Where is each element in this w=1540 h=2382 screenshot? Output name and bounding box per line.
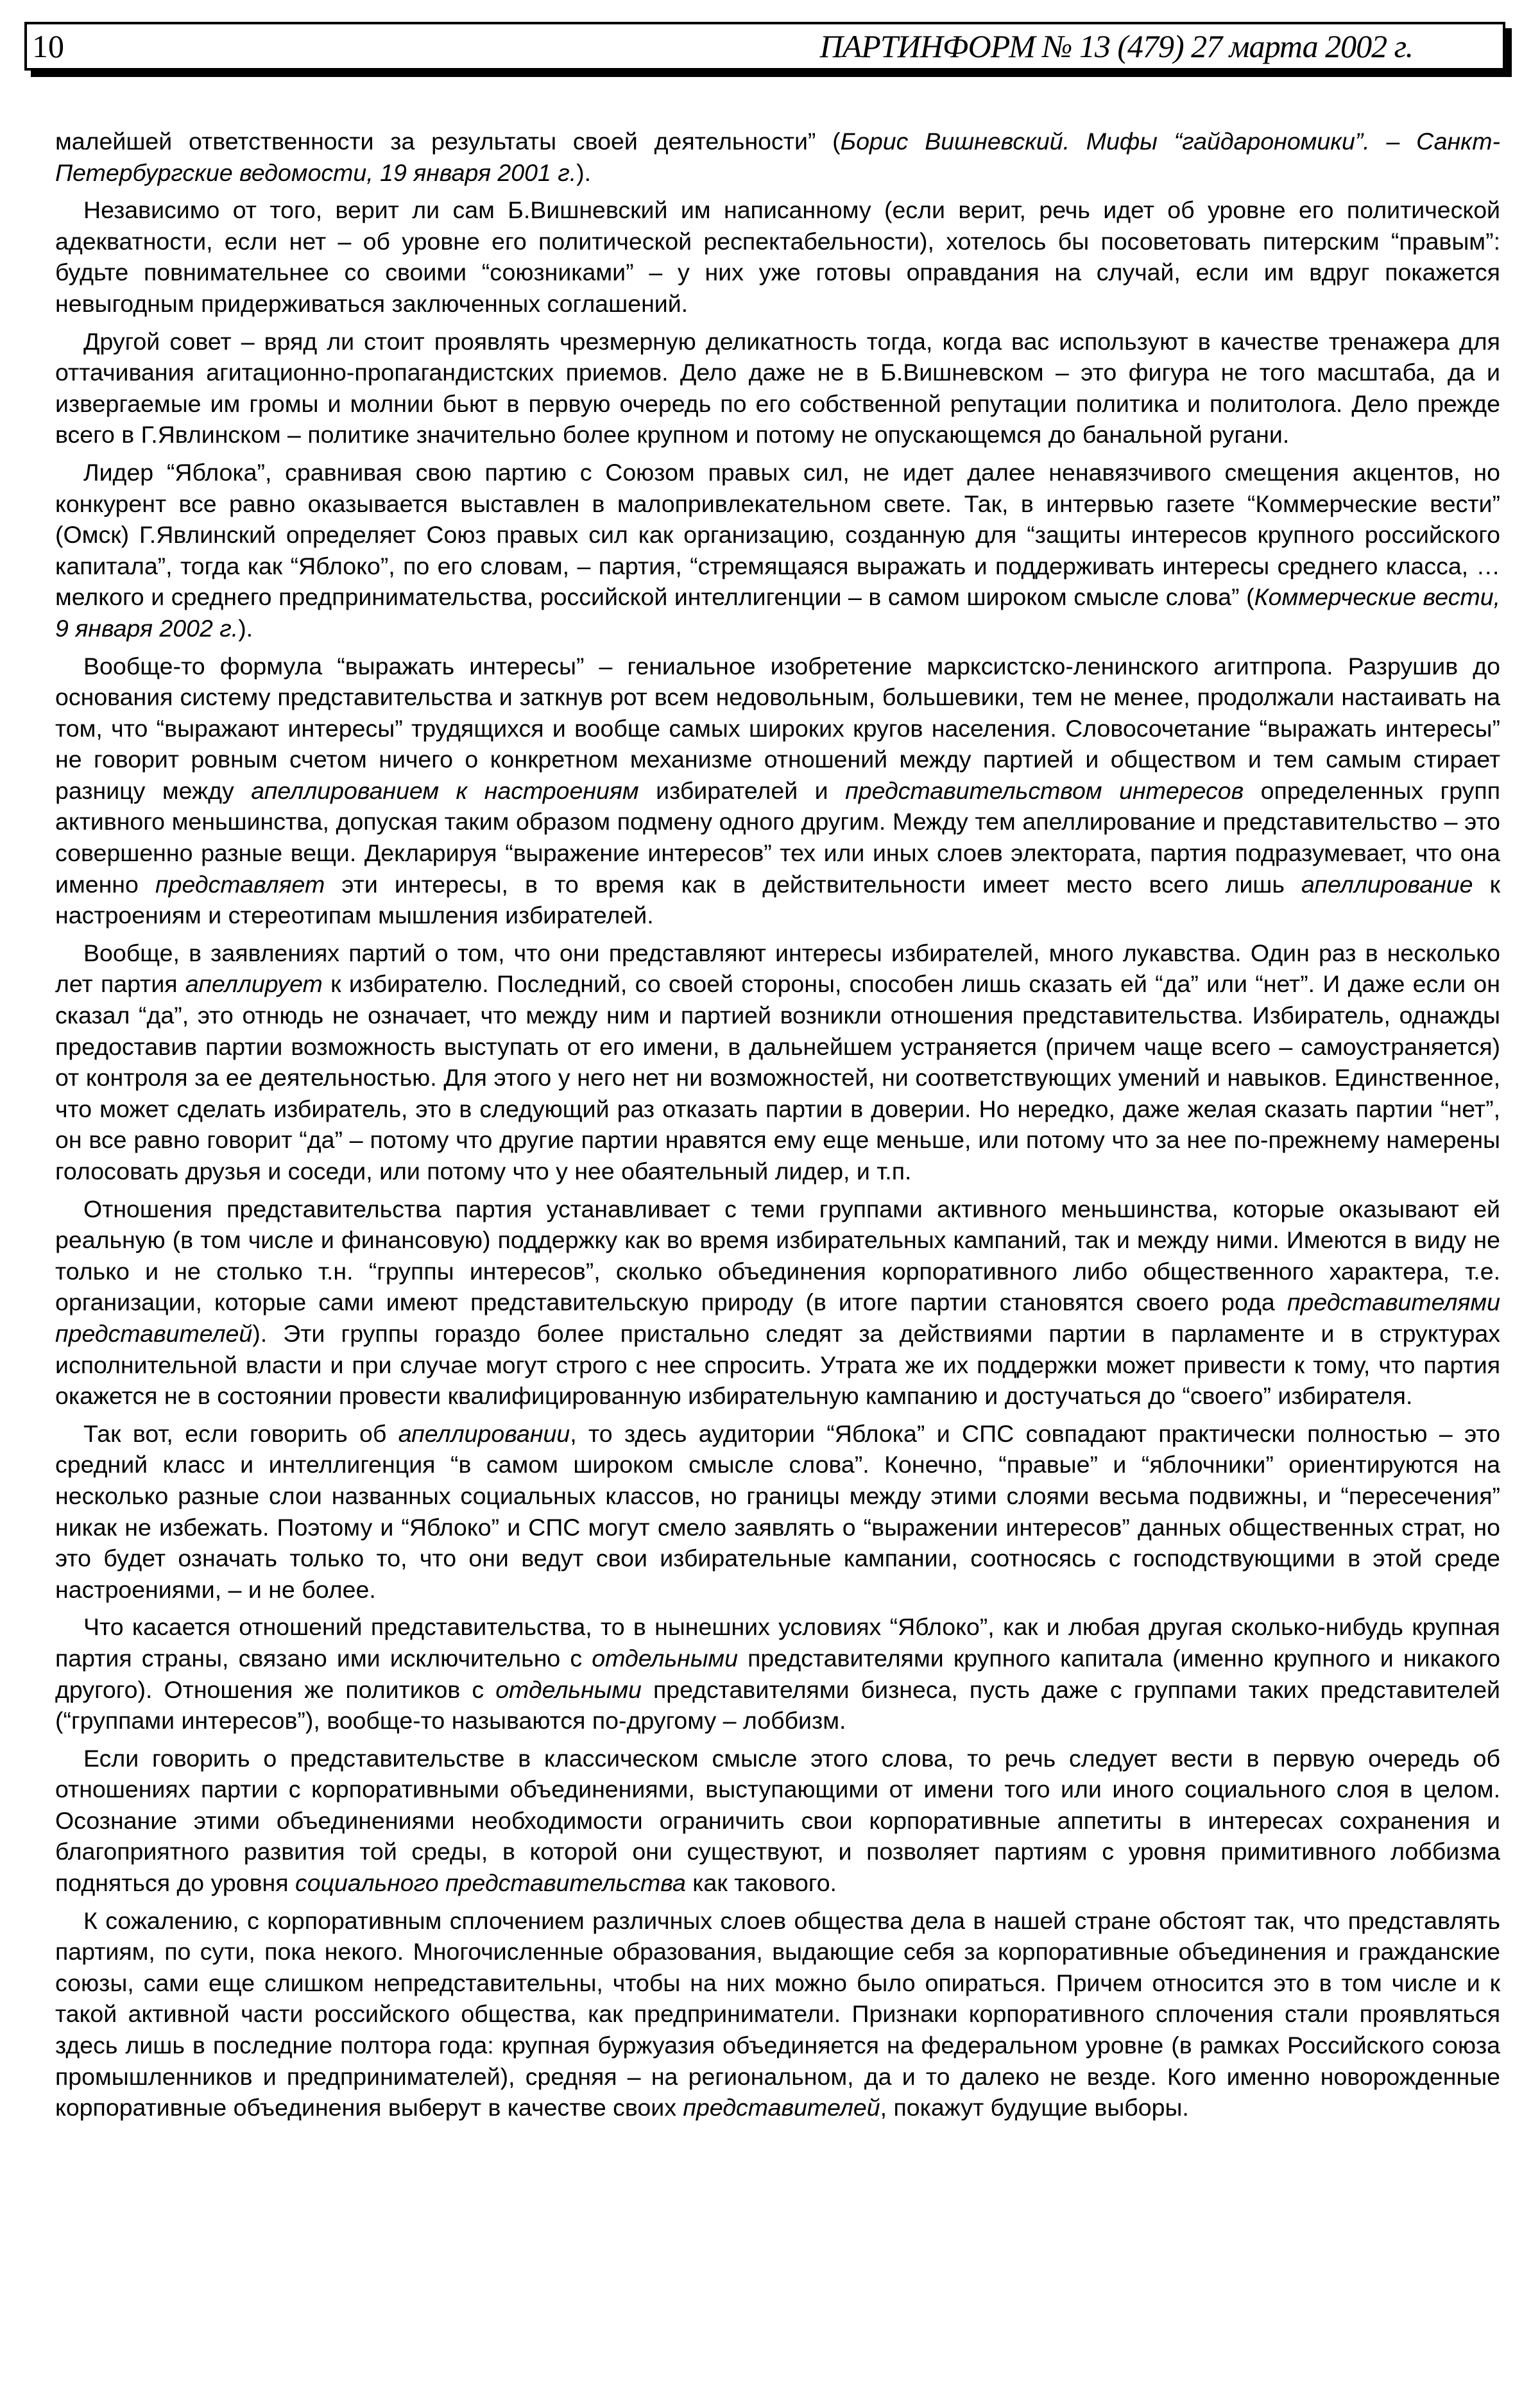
italic-text: социального представительства (295, 1869, 686, 1897)
paragraph-text: Что касается отношений представительства, то в нынешних условиях “Яблоко”, как и любая другая сколько-нибудь крупная партия страны, связано ими исключительно с (55, 1613, 1500, 1672)
italic-text: Коммерческие вести, 9 января 2002 г. (55, 583, 1501, 642)
article-paragraph (55, 938, 1500, 1187)
article-paragraph (55, 1905, 1500, 2123)
italic-text: апеллировании (398, 1419, 570, 1447)
article-paragraph (55, 326, 1500, 450)
article-paragraph (55, 1743, 1500, 1899)
paragraph-text: , то здесь аудитории “Яблока” и СПС совпадают практически полностью – это средний класс и интеллигенция “в самом широком смысле слова”. Конечно, “правые” и “яблочники” ориентируются на несколько разные слои названных социальных классов, но границы между этими слоями весьма подвижны, и “пересечения” никак не избежать. Поэтому и “Яблоко” и СПС могут смело заявлять о “выражении интересов” данных общественных страт, но это будет означать только то, что они ведут свои избирательные кампании, соотносясь с господствующими в этой среде настроениями, – и не более. (55, 1419, 1501, 1603)
article-paragraph (55, 651, 1500, 931)
article-paragraph (55, 1418, 1500, 1606)
italic-text: апеллирует (185, 970, 323, 998)
paragraph-text: представителями крупного капитала (именно крупного и никакого другого). Отношения же политиков с (55, 1644, 1500, 1703)
article-paragraph (55, 1611, 1500, 1736)
italic-text: Борис Вишневский. Мифы “гайдарономики”. – Санкт-Петербургские ведомости, 19 января 2001 г. (55, 128, 1500, 186)
paragraph-text: , покажут будущие выборы. (880, 2094, 1189, 2121)
paragraph-text: Если говорить о представительстве в классическом смысле этого слова, то речь следует вести в первую очередь об отношениях партии с корпоративными объединениями, выступающими от имени того или иного социального слоя в целом. Осознание этими объединениями необходимости ограничить свои корпоративные аппетиты в интересах сохранения и благоприятного развития той среды, в которой они существуют, и позволяет партиям с уровня примитивного лоббизма подняться до уровня (55, 1744, 1500, 1897)
paragraph-text: эти интересы, в то время как в действительности имеет место всего лишь (325, 870, 1301, 898)
italic-text: отдельными (495, 1675, 642, 1703)
paragraph-text: ). (238, 614, 253, 642)
paragraph-text: Вообще, в заявлениях партий о том, что они представляют интересы избирателей, много лукавства. Один раз в несколько лет партия (55, 939, 1500, 998)
paragraph-text: малейшей ответственности за результаты своей деятельности” ( (55, 128, 841, 155)
paragraph-text: ). Эти группы гораздо более пристально следят за действиями партии в парламенте и в структурах исполнительной власти и при случае могут строго с нее спросить. Утрата же их поддержки может привести к тому, что партия окажется не в состоянии провести квалифицированную избирательную кампанию и достучаться до “своего” избирателя. (55, 1319, 1500, 1410)
article-paragraph (55, 457, 1500, 644)
article-paragraph (55, 1194, 1500, 1412)
italic-text: представителей (683, 2094, 880, 2121)
paragraph-text: Независимо от того, верит ли сам Б.Вишневский им написанному (если верит, речь идет об уровне его политической адекватности, если нет – об уровне его политической респектабельности), хотелось бы посоветовать питерским “правым”: будьте повнимательнее со своими “союзниками” – у них уже готовы оправдания на случай, если им вдруг покажется невыгодным придерживаться заключенных соглашений. (55, 196, 1500, 317)
article-paragraph (55, 126, 1500, 188)
paragraph-text: представителями бизнеса, пусть даже с группами таких представителей (“группами интересов”), вообще-то называются по-другому – лоббизм. (55, 1675, 1500, 1735)
paragraph-text: Другой совет – вряд ли стоит проявлять чрезмерную деликатность тогда, когда вас используют в качестве тренажера для оттачивания агитационно-пропагандистских приемов. Дело даже не в Б.Вишневском – это фигура не того масштаба, да и извергаемые им громы и молнии бьют в первую очередь по его собственной репутации политика и политолога. Дело прежде всего в Г.Явлинском – политике значительно более крупном и потому не опускающемся до банальной ругани. (55, 327, 1500, 449)
italic-text: апеллирование (1301, 870, 1473, 898)
paragraph-text: Отношения представительства партия устанавливает с теми группами активного меньшинства, которые оказывают ей реальную (в том числе и финансовую) поддержку как во время избирательных кампаний, так и между ними. Имеются в виду не только и не столько т.н. “группы интересов”, сколько объединения корпоративного либо общественного характера, т.е. организации, которые сами имеют представительскую природу (в итоге партии становятся своего рода (55, 1195, 1500, 1316)
italic-text: отдельными (592, 1644, 738, 1672)
paragraph-text: к настроениям и стереотипам мышления избирателей. (55, 870, 1501, 929)
italic-text: представляет (155, 870, 325, 898)
paragraph-text: Лидер “Яблока”, сравнивая свою партию с Союзом правых сил, не идет далее ненавязчивого смещения акцентов, но конкурент все равно оказывается выставлен в малопривлекательном свете. Так, в интервью газете “Коммерческие вести” (Омск) Г.Явлинский определяет Союз правых сил как организацию, созданную для “защиты интересов крупного российского капитала”, тогда как “Яблоко”, по его словам, – партия, “стремящаяся выражать и поддерживать интересы среднего класса, …мелкого и среднего предпринимательства, российской интеллигенции – в самом широком смысле слова” ( (55, 458, 1500, 611)
page-number: 10 (32, 28, 64, 64)
paragraph-text: как такового. (685, 1869, 837, 1897)
paragraph-text: Вообще-то формула “выражать интересы” – гениальное изобретение марксистско-ленинского агитпропа. Разрушив до основания систему представительства и заткнув рот всем недовольным, большевики, тем не менее, продолжали настаивать на том, что “выражают интересы” трудящихся и вообще самых широких кругов населения. Словосочетание “выражать интересы” не говорит ровным счетом ничего о конкретном механизме отношений между партией и обществом и тем самым стирает разницу между (55, 652, 1500, 804)
article-paragraph (55, 194, 1500, 319)
italic-text: представителями представителей (55, 1289, 1500, 1347)
paragraph-text: К сожалению, с корпоративным сплочением различных слоев общества дела в нашей стране обстоят так, что представлять партиям, по сути, пока некого. Многочисленные образования, выдающие себя за корпоративные объединения и гражданские союзы, сами еще слишком непредставительны, чтобы на них можно было опираться. Причем относится это в том числе и к такой активной части российского общества, как предприниматели. Признаки корпоративного сплочения стали проявляться здесь лишь в последние полтора года: крупная буржуазия объединяется на федеральном уровне (в рамках Российского союза промышленников и предпринимателей), средняя – на региональном, да и то далеко не везде. Кого именно новорожденные корпоративные объединения выберут в качестве своих (55, 1906, 1500, 2121)
paragraph-text: избирателей и (638, 776, 846, 804)
italic-text: представительством интересов (845, 776, 1244, 804)
paragraph-text: ). (576, 159, 592, 186)
paragraph-text: Так вот, если говорить об (83, 1419, 398, 1447)
page-header (24, 22, 1505, 71)
paragraph-text: определенных групп активного меньшинства, допуская таким образом подмену одного другим. Между тем апеллирование и представительство – это совершенно разные вещи. Декларируя “выражение интересов” тех или иных слоев электората, партия подразумевает, что она именно (55, 776, 1501, 898)
paragraph-text: к избирателю. Последний, со своей стороны, способен лишь сказать ей “да” или “нет”. И даже если он сказал “да”, это отнюдь не означает, что между ним и партией возникли отношения представительства. Избиратель, однажды предоставив партии возможность выступать от его имени, в дальнейшем устраняется (причем чаще всего – самоустраняется) от контроля за ее деятельностью. Для этого у него нет ни возможностей, ни соответствующих умений и навыков. Единственное, что может сделать избиратель, это в следующий раз отказать партии в доверии. Но нередко, даже желая сказать партии “нет”, он все равно говорит “да” – потому что другие партии нравятся ему еще меньше, или потому что за нее по-прежнему намерены голосовать друзья и соседи, или потому что у нее обаятельный лидер, и т.п. (55, 970, 1500, 1185)
publication-title: ПАРТИНФОРМ № 13 (479) 27 марта 2002 г. (819, 28, 1413, 64)
article-body (55, 126, 1500, 2130)
italic-text: апеллированием к настроениям (251, 776, 639, 804)
